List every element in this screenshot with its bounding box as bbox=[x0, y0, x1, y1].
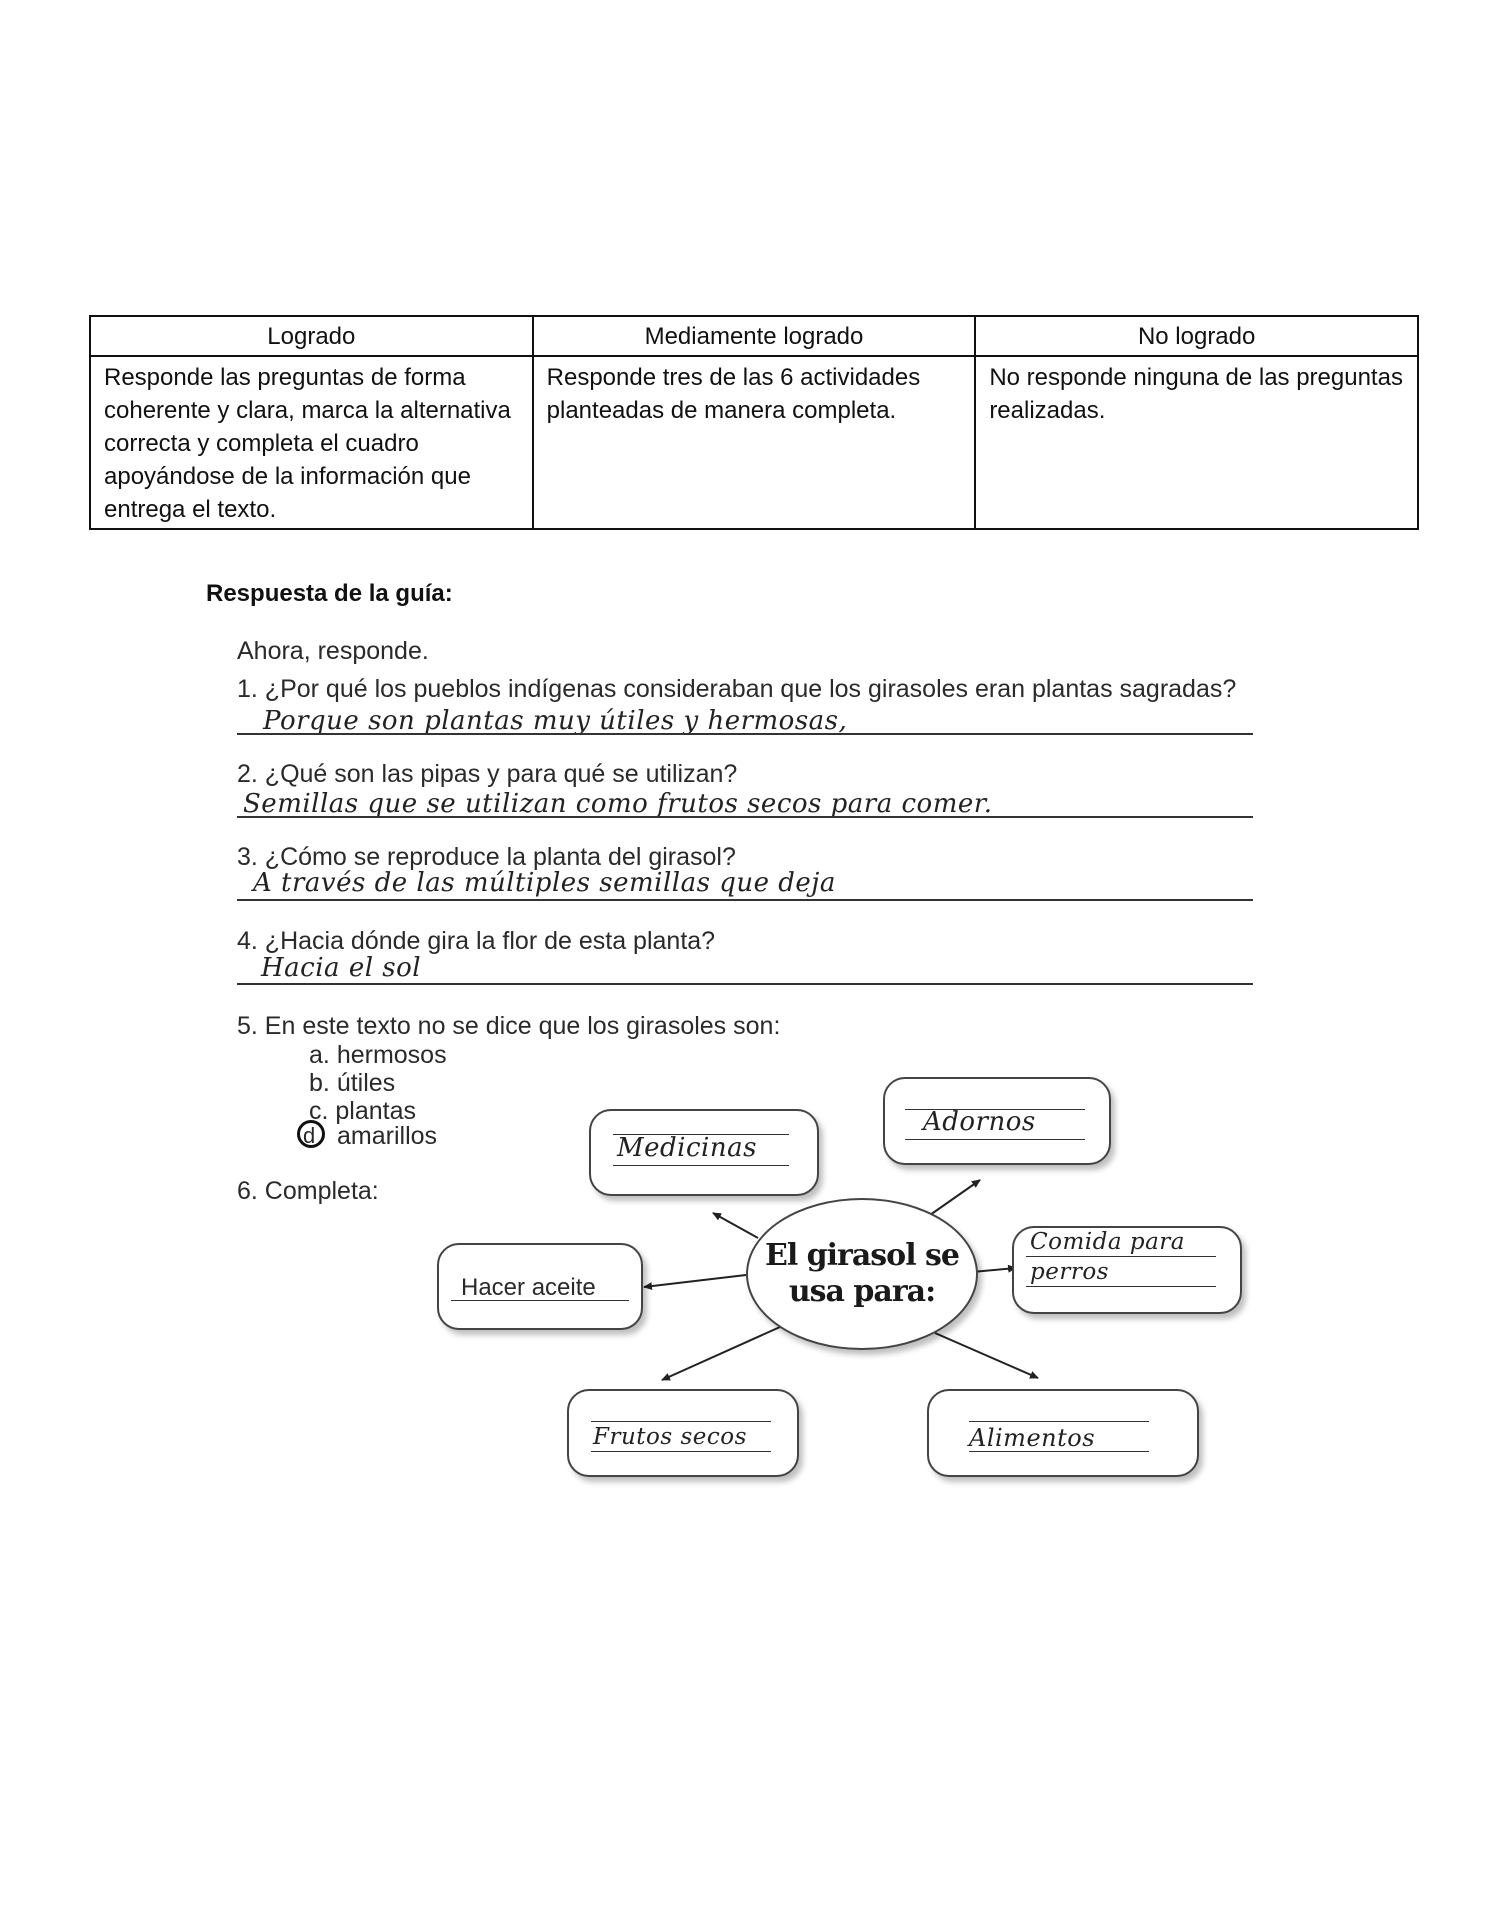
rubric-cell-logrado: Responde las preguntas de forma coherente y clara, marca la alternativa correcta y completa el cuadro apoyándose de la información que entrega el texto. bbox=[90, 356, 533, 529]
use-medicinas: Medicinas bbox=[617, 1133, 757, 1163]
box-aceite bbox=[437, 1243, 643, 1330]
rubric-cell-no-logrado: No responde ninguna de las preguntas realizadas. bbox=[975, 356, 1418, 529]
answer-2: Semillas que se utilizan como frutos secos para comer. bbox=[243, 789, 993, 819]
guide-intro: Ahora, responde. bbox=[237, 637, 429, 665]
option-c-letter: c. bbox=[309, 1097, 329, 1125]
box-frutos bbox=[567, 1389, 799, 1477]
use-comida-line-2: perros bbox=[1030, 1259, 1109, 1285]
box-line bbox=[591, 1451, 771, 1452]
question-6: 6. Completa: bbox=[237, 1177, 379, 1205]
option-b-letter: b. bbox=[309, 1069, 330, 1097]
box-line bbox=[905, 1139, 1085, 1140]
question-3: 3. ¿Cómo se reproduce la planta del girasol? bbox=[237, 843, 736, 871]
box-line bbox=[1026, 1256, 1216, 1257]
box-line bbox=[591, 1421, 771, 1422]
arrow-to-adornos bbox=[930, 1180, 980, 1215]
rubric-cell-mediamente: Responde tres de las 6 actividades planteadas de manera completa. bbox=[533, 356, 976, 529]
question-5: 5. En este texto no se dice que los girasoles son: bbox=[237, 1012, 781, 1040]
arrow-to-frutos bbox=[662, 1327, 780, 1380]
answer-3: A través de las múltiples semillas que deja bbox=[253, 868, 836, 898]
rubric-header-mediamente: Mediamente logrado bbox=[533, 316, 976, 356]
rubric-header-no-logrado: No logrado bbox=[975, 316, 1418, 356]
use-alimentos: Alimentos bbox=[969, 1424, 1096, 1452]
option-a-letter: a. bbox=[309, 1041, 330, 1069]
box-line bbox=[613, 1165, 789, 1166]
use-frutos: Frutos secos bbox=[593, 1424, 747, 1450]
diagram-center bbox=[746, 1198, 978, 1350]
box-line bbox=[1026, 1286, 1216, 1287]
use-comida-line-1: Comida para bbox=[1030, 1229, 1185, 1255]
arrow-to-aceite bbox=[644, 1275, 746, 1287]
option-d-label: amarillos bbox=[337, 1122, 438, 1150]
answer-1: Porque son plantas muy útiles y hermosas, bbox=[263, 706, 848, 736]
question-4: 4. ¿Hacia dónde gira la flor de esta planta? bbox=[237, 927, 716, 955]
use-aceite: Hacer aceite bbox=[461, 1274, 596, 1301]
use-adornos: Adornos bbox=[923, 1107, 1036, 1137]
guide-title: Respuesta de la guía: bbox=[206, 580, 453, 607]
box-medicinas bbox=[589, 1109, 819, 1196]
box-line bbox=[969, 1421, 1149, 1422]
box-alimentos bbox=[927, 1389, 1199, 1477]
box-adornos bbox=[883, 1077, 1111, 1165]
option-b-label: útiles bbox=[336, 1069, 396, 1097]
arrow-to-alimentos bbox=[935, 1333, 1038, 1378]
box-comida bbox=[1012, 1226, 1242, 1314]
option-a-label: hermosos bbox=[336, 1041, 447, 1069]
option-c-label: plantas bbox=[335, 1097, 417, 1125]
arrow-to-medicinas bbox=[713, 1213, 758, 1238]
option-d-letter: d bbox=[303, 1123, 316, 1148]
arrow-to-comida bbox=[972, 1268, 1016, 1272]
diagram-center-label: El girasol se usa para: bbox=[764, 1238, 960, 1309]
question-1: 1. ¿Por qué los pueblos indígenas consideraban que los girasoles eran plantas sagradas? bbox=[237, 675, 1237, 703]
rubric-header-logrado: Logrado bbox=[90, 316, 533, 356]
question-2: 2. ¿Qué son las pipas y para qué se utilizan? bbox=[237, 760, 738, 788]
answer-4: Hacia el sol bbox=[261, 953, 422, 983]
